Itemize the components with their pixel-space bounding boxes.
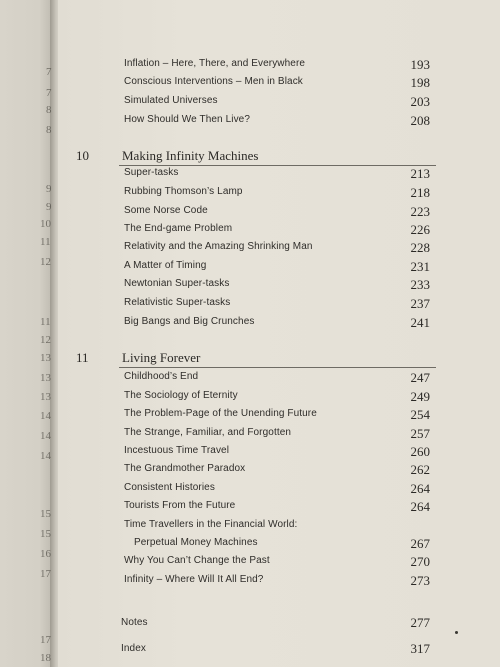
toc-entry-title: The Sociology of Eternity bbox=[124, 390, 238, 401]
left-page-number: 13 bbox=[40, 391, 51, 403]
toc-entry-title: Some Norse Code bbox=[124, 205, 208, 216]
toc-entry-page: 277 bbox=[410, 615, 430, 630]
left-page-number: 8 bbox=[46, 124, 52, 136]
chapter-title: Making Infinity Machines bbox=[122, 148, 259, 163]
toc-entry-page: 317 bbox=[410, 641, 430, 656]
left-page-number: 11 bbox=[40, 316, 51, 328]
toc-entry-title: Why You Can’t Change the Past bbox=[124, 555, 270, 566]
toc-entry-title: Super-tasks bbox=[124, 167, 179, 178]
left-page-number: 13 bbox=[40, 352, 51, 364]
toc-entry-page: 237 bbox=[410, 296, 430, 311]
toc-entry-title: Childhood’s End bbox=[124, 371, 199, 382]
toc-entry-page: 262 bbox=[410, 462, 430, 477]
left-page-number: 7 bbox=[46, 66, 52, 78]
toc-entry-page: 260 bbox=[410, 444, 430, 459]
toc-entry-page: 254 bbox=[410, 407, 430, 422]
toc-entry-page: 233 bbox=[410, 277, 430, 292]
left-page-number: 7 bbox=[46, 87, 52, 99]
toc-entry-title: Consistent Histories bbox=[124, 482, 215, 493]
toc-entry-page: 223 bbox=[410, 204, 430, 219]
toc-entry-page: 241 bbox=[410, 315, 430, 330]
toc-entry-title: Relativity and the Amazing Shrinking Man bbox=[124, 241, 313, 252]
toc-entry-page: 198 bbox=[410, 75, 430, 90]
left-page-number: 16 bbox=[40, 548, 51, 560]
toc-entry-page: 208 bbox=[410, 113, 430, 128]
toc-entry-title: How Should We Then Live? bbox=[124, 114, 250, 125]
toc-entry-page: 273 bbox=[410, 573, 430, 588]
toc-entry-title: Index bbox=[121, 643, 146, 654]
left-page-number: 14 bbox=[40, 450, 51, 462]
toc-entry-title: Notes bbox=[121, 617, 148, 628]
toc-entry-title: Inflation – Here, There, and Everywhere bbox=[124, 58, 306, 69]
toc-entry-page: 249 bbox=[410, 389, 430, 404]
toc-entry-title: Tourists From the Future bbox=[124, 500, 236, 511]
left-page-number: 9 bbox=[46, 183, 52, 195]
toc-entry-title: Big Bangs and Big Crunches bbox=[124, 316, 255, 327]
left-page-number: 15 bbox=[40, 528, 51, 540]
toc-entry-title: Rubbing Thomson’s Lamp bbox=[124, 186, 243, 197]
toc-entry-page: 228 bbox=[410, 240, 430, 255]
left-page-number: 17 bbox=[40, 568, 51, 580]
toc-entry-title: Perpetual Money Machines bbox=[134, 537, 258, 548]
toc-entry-page: 231 bbox=[410, 259, 430, 274]
left-page-number: 13 bbox=[40, 372, 51, 384]
toc-entry-title: Incestuous Time Travel bbox=[124, 445, 230, 456]
toc-entry-page: 264 bbox=[410, 481, 430, 496]
left-page-number: 9 bbox=[46, 201, 52, 213]
toc-entry-title: Conscious Interventions – Men in Black bbox=[124, 76, 303, 87]
chapter-title: Living Forever bbox=[122, 350, 201, 365]
left-page-number: 18 bbox=[40, 652, 51, 664]
chapter-divider bbox=[119, 367, 436, 368]
left-page-number: 14 bbox=[40, 430, 51, 442]
toc-entry-page: 267 bbox=[410, 536, 430, 551]
toc-entry-page: 193 bbox=[410, 57, 430, 72]
left-page-number: 12 bbox=[40, 334, 51, 346]
left-page-number: 10 bbox=[40, 218, 51, 230]
toc-entry-title: The Grandmother Paradox bbox=[124, 463, 246, 474]
toc-entry-title: The End-game Problem bbox=[124, 223, 233, 234]
left-page-number: 15 bbox=[40, 508, 51, 520]
left-page-number: 17 bbox=[40, 634, 51, 646]
toc-entry-page: 264 bbox=[410, 499, 430, 514]
left-page-number: 12 bbox=[40, 256, 51, 268]
toc-entry-page: 226 bbox=[410, 222, 430, 237]
toc-entry-title: Infinity – Where Will It All End? bbox=[124, 574, 264, 585]
toc-entry-title: Time Travellers in the Financial World: bbox=[124, 519, 298, 530]
chapter-number: 11 bbox=[76, 350, 89, 365]
toc-entry-page: 203 bbox=[410, 94, 430, 109]
toc-entry-page: 218 bbox=[410, 185, 430, 200]
ink-speck bbox=[455, 631, 458, 634]
toc-entry-title: The Problem-Page of the Unending Future bbox=[124, 408, 317, 419]
left-page-number: 14 bbox=[40, 410, 51, 422]
toc-entry-page: 247 bbox=[410, 370, 430, 385]
chapter-number: 10 bbox=[76, 148, 89, 163]
toc-entry-page: 257 bbox=[410, 426, 430, 441]
toc-entry-title: Relativistic Super-tasks bbox=[124, 297, 231, 308]
toc-entry-title: A Matter of Timing bbox=[124, 260, 207, 271]
left-page-number: 8 bbox=[46, 104, 52, 116]
toc-entry-page: 270 bbox=[410, 554, 430, 569]
toc-entry-page: 213 bbox=[410, 166, 430, 181]
toc-entry-title: Newtonian Super-tasks bbox=[124, 278, 230, 289]
toc-entry-title: Simulated Universes bbox=[124, 95, 218, 106]
toc-entry-title: The Strange, Familiar, and Forgotten bbox=[124, 427, 292, 438]
left-page-number: 11 bbox=[40, 236, 51, 248]
